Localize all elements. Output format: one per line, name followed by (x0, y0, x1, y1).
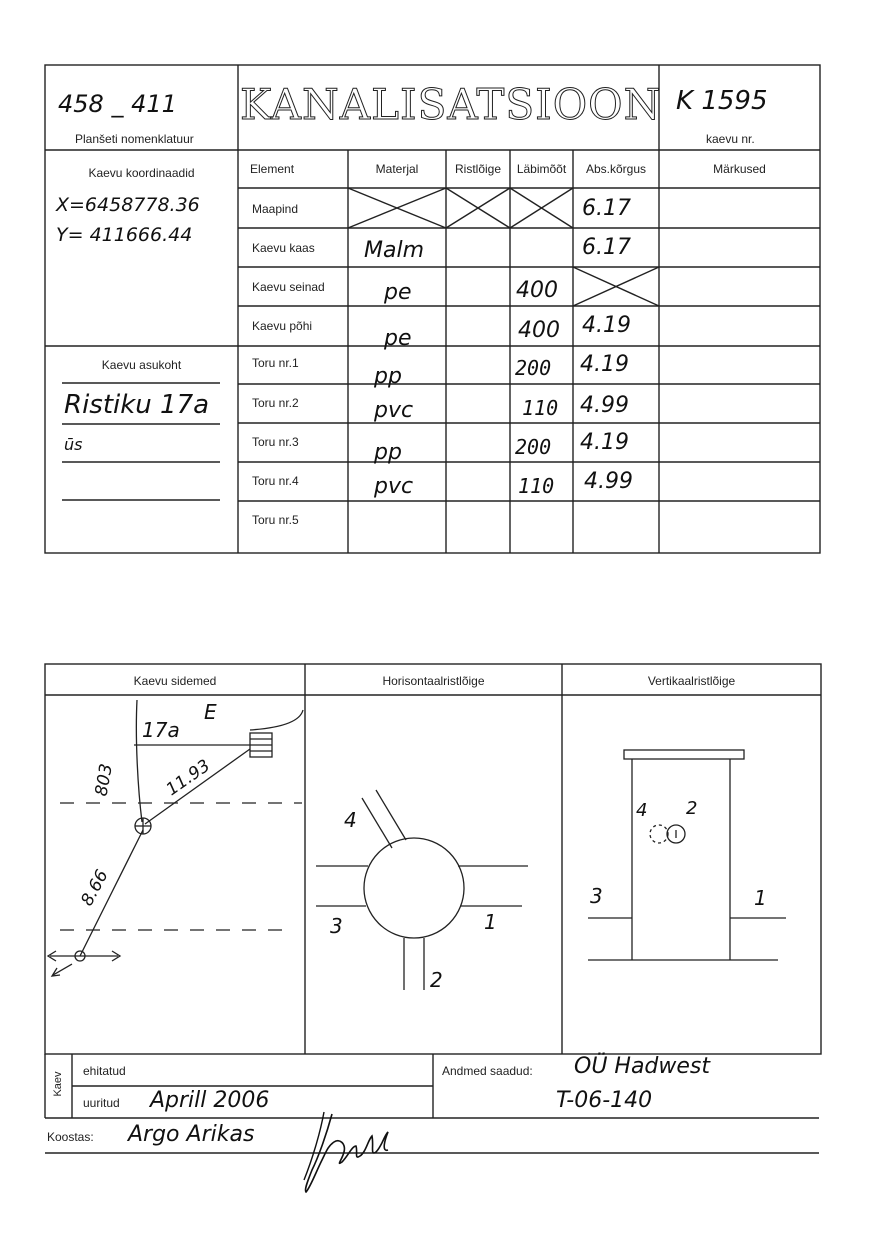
row-material: pp (374, 440, 402, 465)
ties-distance-label: 8.66 (77, 866, 113, 910)
header-abs-height: Abs.kõrgus (585, 162, 647, 176)
plan-number: 458 _ 411 (58, 90, 177, 118)
horizontal-pipe-label: 4 (344, 808, 357, 832)
header-material: Materjal (375, 162, 419, 176)
location-address: Ristiku 17a (64, 390, 210, 420)
row-diameter: 110 (522, 396, 559, 420)
surveyed-value: Aprill 2006 (150, 1088, 270, 1113)
horizontal-pipe-label: 1 (484, 910, 497, 934)
row-element: Kaevu seinad (252, 280, 325, 294)
well-number: K 1595 (676, 86, 768, 116)
row-abs-height: 4.19 (580, 430, 629, 455)
row-element: Maapind (252, 202, 299, 216)
row-abs-height: 4.99 (580, 393, 629, 418)
compiled-label: Koostas: (47, 1130, 94, 1144)
row-material: pvc (374, 398, 414, 423)
vertical-pipe-label: 1 (754, 886, 767, 910)
row-diameter: 400 (516, 278, 558, 303)
coordinates-header: Kaevu koordinaadid (88, 166, 195, 180)
row-material: Malm (364, 238, 425, 263)
plan-number-label: Planšeti nomenklatuur (75, 132, 194, 146)
ties-distance-label: 803 (91, 762, 117, 798)
coordinate-y: Y= 411666.44 (56, 224, 193, 246)
ties-direction-label: E (204, 700, 217, 724)
row-element: Toru nr.1 (252, 356, 299, 370)
row-material: pvc (374, 474, 414, 499)
header-element: Element (250, 162, 295, 176)
row-element: Toru nr.2 (252, 396, 299, 410)
surveyed-label: uuritud (83, 1096, 120, 1110)
row-diameter: 200 (515, 356, 552, 380)
page-title: KANALISATSIOON (240, 80, 662, 129)
row-diameter: 110 (518, 474, 555, 498)
panel-header-ties: Kaevu sidemed (133, 674, 217, 688)
location-header: Kaevu asukoht (101, 358, 182, 372)
row-abs-height: 6.17 (582, 196, 631, 221)
horizontal-pipe-label: 2 (430, 968, 443, 992)
data-from-label: Andmed saadud: (442, 1064, 533, 1078)
row-material: pp (374, 364, 402, 389)
horizontal-pipe-label: 3 (330, 914, 343, 938)
coordinate-x: X=6458778.36 (56, 194, 200, 216)
row-abs-height: 6.17 (582, 235, 631, 260)
built-label: ehitatud (83, 1064, 126, 1078)
row-element: Kaevu põhi (252, 319, 313, 333)
vertical-pipe-label: 3 (590, 884, 603, 908)
vertical-pipe-label: 4 (636, 800, 648, 821)
data-from-reference: T-06-140 (556, 1088, 653, 1113)
pipe-4-circle (650, 825, 668, 843)
row-element: Toru nr.5 (252, 513, 299, 527)
panel-header-vertical: Vertikaalristlõige (647, 674, 736, 688)
vertical-pipe-label: 2 (686, 798, 698, 819)
row-abs-height: 4.99 (584, 469, 633, 494)
location-note: ūs (64, 435, 83, 454)
row-abs-height: 4.19 (582, 313, 631, 338)
signature-image (290, 1106, 400, 1196)
row-material: pe (384, 280, 412, 305)
row-element: Toru nr.3 (252, 435, 299, 449)
row-abs-height: 4.19 (580, 352, 629, 377)
ties-lot-label: 17a (142, 718, 180, 742)
header-cross-section: Ristlõige (454, 162, 502, 176)
row-element: Toru nr.4 (252, 474, 299, 488)
well-lid (624, 750, 744, 759)
header-notes: Märkused (713, 162, 766, 176)
row-diameter: 200 (515, 435, 552, 459)
row-diameter: 400 (518, 318, 560, 343)
well-number-label: kaevu nr. (706, 132, 755, 146)
row-material: pe (384, 326, 412, 351)
panel-header-horizontal: Horisontaalristlõige (382, 674, 485, 688)
row-element: Kaevu kaas (252, 241, 315, 255)
ties-distance-label: 11.93 (162, 755, 215, 801)
header-diameter: Läbimõõt (516, 162, 567, 176)
data-from-company: OÜ Hadwest (574, 1054, 711, 1079)
kaev-label: Kaev (52, 1071, 64, 1097)
compiled-value: Argo Arikas (128, 1122, 255, 1147)
